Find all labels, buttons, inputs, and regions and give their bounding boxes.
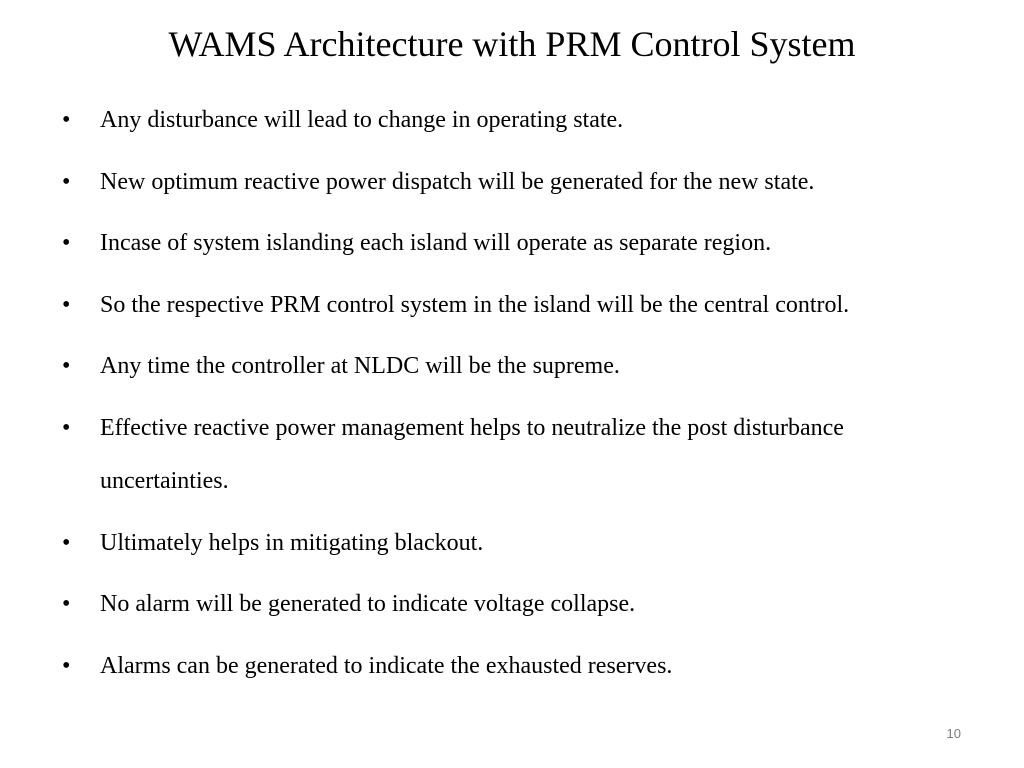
bullet-text: Ultimately helps in mitigating blackout. <box>100 529 484 556</box>
slide-number: 10 <box>946 726 961 741</box>
bullet-marker: • <box>62 291 71 318</box>
bullet-text: Alarms can be generated to indicate the exhausted reserves. <box>100 652 673 679</box>
bullet-item <box>62 517 962 571</box>
bullet-marker: • <box>62 529 71 556</box>
bullet-text: Incase of system islanding each island will operate as separate region. <box>100 230 772 256</box>
bullet-marker: • <box>62 107 71 133</box>
bullet-item <box>62 279 962 333</box>
bullet-marker: • <box>62 353 71 379</box>
bullet-item <box>62 640 962 694</box>
bullet-text: Any disturbance will lead to change in operating state. <box>100 107 624 133</box>
bullet-marker: • <box>62 591 71 617</box>
bullet-marker: • <box>62 168 71 195</box>
slide-title: WAMS Architecture with PRM Control System <box>168 24 856 64</box>
bullet-text: New optimum reactive power dispatch will be generated for the new state. <box>100 168 815 195</box>
bullet-marker: • <box>62 652 71 679</box>
bullet-item <box>62 156 962 210</box>
bullet-list <box>62 94 962 701</box>
bullet-text: So the respective PRM control system in the island will be the central control. <box>100 291 850 318</box>
bullet-item <box>62 340 962 394</box>
bullet-item <box>62 94 962 148</box>
bullet-marker: • <box>62 230 71 256</box>
bullet-item <box>62 402 962 509</box>
bullet-marker: • <box>62 414 71 441</box>
bullet-item <box>62 578 962 632</box>
bullet-item <box>62 217 962 271</box>
bullet-text: Any time the controller at NLDC will be the supreme. <box>100 353 620 379</box>
bullet-text: Effective reactive power management helps to neutralize the post disturbance uncertainties. <box>100 414 844 494</box>
bullet-text: No alarm will be generated to indicate voltage collapse. <box>100 591 636 617</box>
